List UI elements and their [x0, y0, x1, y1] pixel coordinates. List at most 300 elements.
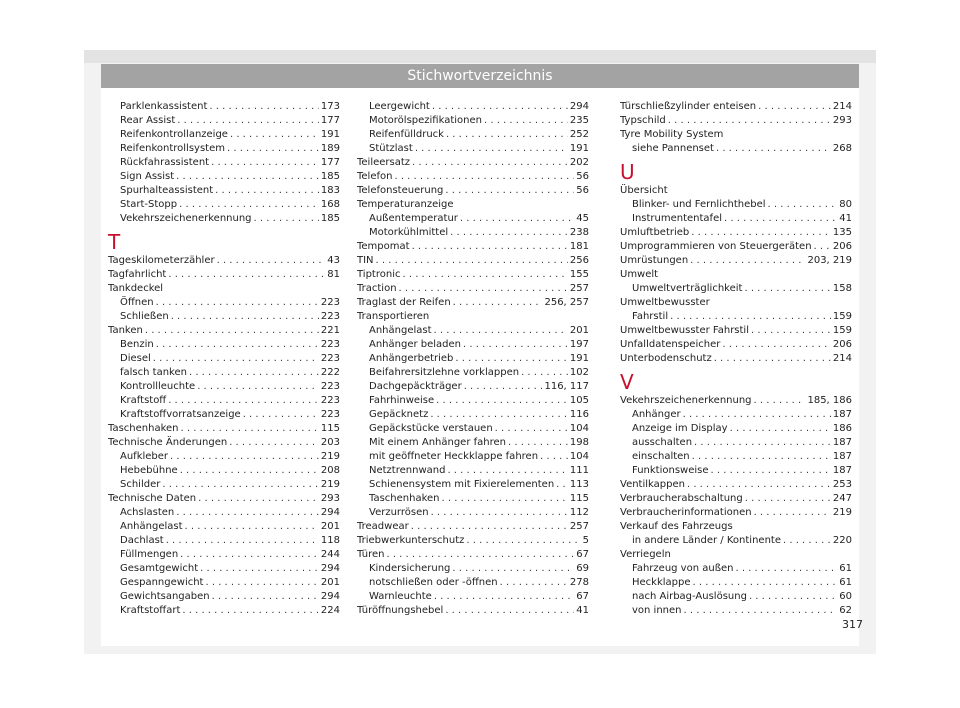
dot-leader	[182, 604, 319, 618]
index-entry-page: 206	[832, 339, 852, 350]
index-entry-term: Tyre Mobility System	[620, 129, 724, 140]
index-entry-page: 201	[569, 325, 589, 336]
index-entry-page: 252	[569, 129, 589, 140]
dot-leader	[453, 296, 543, 310]
index-entry-term: notschließen oder -öffnen	[369, 577, 498, 588]
index-entry-page: 221	[320, 325, 340, 336]
index-entry-page: 201	[320, 521, 340, 532]
index-entry-page: 268	[832, 143, 852, 154]
dot-leader	[412, 156, 568, 170]
index-entry	[357, 324, 589, 338]
index-entry-term: Ventilkappen	[620, 479, 685, 490]
dot-leader	[189, 366, 319, 380]
index-entry	[357, 548, 589, 562]
index-entry	[108, 296, 340, 310]
index-entry-page: 41	[576, 605, 589, 616]
index-entry-term: Gewichtsangaben	[120, 591, 210, 602]
dot-leader	[432, 100, 568, 114]
index-entry	[357, 254, 589, 268]
dot-leader	[691, 226, 831, 240]
index-entry	[620, 100, 852, 114]
index-entry-page: 278	[569, 577, 589, 588]
index-entry-term: Türschließzylinder enteisen	[620, 101, 757, 112]
dot-leader	[450, 226, 568, 240]
index-entry-term: ausschalten	[632, 437, 693, 448]
index-entry	[108, 268, 340, 282]
dot-leader	[556, 478, 568, 492]
index-entry-page: 223	[320, 395, 340, 406]
dot-leader	[783, 534, 831, 548]
index-entry-page: 104	[569, 451, 589, 462]
index-entry	[108, 534, 340, 548]
index-entry-page: 185, 186	[807, 395, 852, 406]
dot-leader	[722, 338, 831, 352]
dot-leader	[495, 422, 568, 436]
index-entry-page: 294	[320, 507, 340, 518]
index-entry	[108, 170, 340, 184]
dot-leader	[215, 184, 319, 198]
index-entry	[357, 576, 589, 590]
index-entry-term: Kraftstoffvorratsanzeige	[120, 409, 241, 420]
index-entry-term: Spurhalteassistent	[120, 185, 214, 196]
index-entry	[357, 170, 589, 184]
index-entry	[357, 128, 589, 142]
index-entry-term: Umweltbewusster	[620, 297, 710, 308]
index-group-heading	[357, 198, 589, 212]
index-entry-page: 198	[569, 437, 589, 448]
index-entry-term: Verzurrösen	[369, 507, 429, 518]
index-entry-page: 191	[569, 143, 589, 154]
index-entry	[620, 478, 852, 492]
index-entry-term: Vekehrszeichenerkennung	[120, 213, 252, 224]
index-entry	[108, 142, 340, 156]
index-entry-page: 159	[832, 311, 852, 322]
index-entry	[620, 142, 852, 156]
index-entry-term: Verbraucherabschaltung	[620, 493, 743, 504]
index-entry	[620, 576, 852, 590]
index-entry-term: Kraftstoffart	[120, 605, 181, 616]
dot-leader	[714, 352, 831, 366]
index-entry-term: von innen	[632, 605, 682, 616]
index-entry-term: Tempomat	[357, 241, 410, 252]
dot-leader	[768, 198, 838, 212]
index-entry-term: Tiptronic	[357, 269, 401, 280]
index-entry	[108, 338, 340, 352]
index-entry-term: einschalten	[632, 451, 690, 462]
index-entry-term: Beifahrersitzlehne vorklappen	[369, 367, 520, 378]
dot-leader	[430, 408, 568, 422]
index-letter-heading: T	[108, 230, 121, 254]
index-entry-page: 118	[320, 535, 340, 546]
index-entry	[620, 310, 852, 324]
index-entry	[620, 226, 852, 240]
index-entry-term: Hebebühne	[120, 465, 178, 476]
index-entry	[357, 282, 589, 296]
dot-leader	[540, 450, 568, 464]
index-entry	[108, 198, 340, 212]
index-entry-page: 256, 257	[544, 297, 589, 308]
index-entry	[357, 366, 589, 380]
index-group-heading	[620, 184, 852, 198]
index-entry-page: 294	[320, 563, 340, 574]
index-entry-term: Unfalldatenspeicher	[620, 339, 721, 350]
index-entry-page: 293	[832, 115, 852, 126]
dot-leader	[399, 282, 568, 296]
dot-leader	[744, 282, 830, 296]
dot-leader	[434, 324, 568, 338]
index-entry-term: Reifenfülldruck	[369, 129, 444, 140]
index-entry-term: Dachlast	[120, 535, 164, 546]
index-entry-term: Verbraucherinformationen	[620, 507, 752, 518]
dot-leader	[171, 310, 319, 324]
index-group-heading	[620, 268, 852, 282]
dot-leader	[442, 492, 568, 506]
dot-leader	[735, 562, 837, 576]
index-entry	[620, 212, 852, 226]
index-entry-page: 187	[832, 451, 852, 462]
index-entry	[357, 534, 589, 548]
index-entry-term: Gesamtgewicht	[120, 563, 199, 574]
index-entry	[357, 450, 589, 464]
index-entry-term: Motorölspezifikationen	[369, 115, 482, 126]
dot-leader	[521, 366, 568, 380]
index-entry-term: Füllmengen	[120, 549, 179, 560]
index-entry	[108, 380, 340, 394]
index-entry-page: 206	[832, 241, 852, 252]
dot-leader	[145, 324, 319, 338]
index-column-2	[357, 100, 589, 618]
dot-leader	[205, 576, 318, 590]
index-entry-term: Rückfahrassistent	[120, 157, 210, 168]
index-entry-page: 61	[839, 563, 852, 574]
dot-leader	[254, 212, 319, 226]
index-entry	[620, 240, 852, 254]
index-entry	[108, 114, 340, 128]
index-entry-term: Tankdeckel	[108, 283, 164, 294]
index-entry	[620, 562, 852, 576]
index-entry	[620, 492, 852, 506]
dot-leader	[411, 520, 568, 534]
index-entry-page: 112	[569, 507, 589, 518]
dot-leader	[168, 394, 319, 408]
index-entry	[357, 422, 589, 436]
index-entry-page: 111	[569, 465, 589, 476]
dot-leader	[692, 450, 831, 464]
index-entry	[357, 268, 589, 282]
dot-leader	[716, 142, 831, 156]
index-entry	[357, 240, 589, 254]
index-group-heading	[108, 282, 340, 296]
index-entry	[357, 156, 589, 170]
index-entry-term: Tagfahrlicht	[108, 269, 167, 280]
index-entry-page: 294	[320, 591, 340, 602]
index-entry	[108, 562, 340, 576]
index-entry-term: Warnleuchte	[369, 591, 432, 602]
index-entry	[108, 184, 340, 198]
index-entry	[108, 464, 340, 478]
index-entry-page: 293	[320, 493, 340, 504]
index-entry-page: 253	[832, 479, 852, 490]
index-entry-term: Taschenhaken	[369, 493, 440, 504]
index-entry-term: Gepäckstücke verstauen	[369, 423, 493, 434]
dot-leader	[412, 240, 568, 254]
dot-leader	[445, 184, 574, 198]
index-entry-page: 67	[576, 549, 589, 560]
index-entry-term: Blinker- und Fernlichthebel	[632, 199, 766, 210]
index-entry	[108, 520, 340, 534]
index-entry-term: Start-Stopp	[120, 199, 178, 210]
dot-leader	[466, 534, 580, 548]
dot-leader	[758, 100, 831, 114]
index-column-3	[620, 100, 852, 618]
index-entry-term: Tageskilometerzähler	[108, 255, 215, 266]
index-entry-page: 56	[576, 185, 589, 196]
dot-leader	[447, 464, 567, 478]
dot-leader	[436, 394, 568, 408]
index-entry	[620, 422, 852, 436]
index-group-heading	[357, 310, 589, 324]
index-entry-term: Technische Daten	[108, 493, 197, 504]
index-entry-term: Umluftbetrieb	[620, 227, 690, 238]
index-entry	[357, 464, 589, 478]
dot-leader	[460, 212, 574, 226]
dot-leader	[445, 604, 574, 618]
index-entry-page: 116, 117	[544, 381, 589, 392]
index-entry-page: 247	[832, 493, 852, 504]
dot-leader	[693, 576, 838, 590]
dot-leader	[168, 268, 325, 282]
index-entry-term: Schließen	[120, 311, 169, 322]
index-entry-term: Umrüstungen	[620, 255, 689, 266]
index-entry-term: Telefonsteuerung	[357, 185, 444, 196]
index-entry-term: Stützlast	[369, 143, 413, 154]
dot-leader	[179, 198, 319, 212]
dot-leader	[431, 506, 568, 520]
dot-leader	[724, 212, 837, 226]
index-entry-page: 80	[839, 199, 852, 210]
index-entry	[108, 254, 340, 268]
index-entry	[108, 590, 340, 604]
index-entry-term: Temperaturanzeige	[357, 199, 454, 210]
index-entry-page: 191	[569, 353, 589, 364]
index-entry-page: 257	[569, 283, 589, 294]
index-entry-term: Umwelt	[620, 269, 659, 280]
index-entry-term: Umprogrammieren von Steuergeräten	[620, 241, 812, 252]
index-entry-term: in andere Länder / Kontinente	[632, 535, 781, 546]
index-entry-page: 238	[569, 227, 589, 238]
index-entry-term: Netztrennwand	[369, 465, 446, 476]
dot-leader	[455, 352, 568, 366]
index-entry-page: 257	[569, 521, 589, 532]
index-entry-term: nach Airbag-Auslösung	[632, 591, 747, 602]
dot-leader	[814, 240, 831, 254]
index-entry	[620, 436, 852, 450]
section-header: Stichwortverzeichnis	[101, 64, 859, 88]
index-entry	[620, 254, 852, 268]
index-entry-term: Telefon	[357, 171, 393, 182]
dot-leader	[386, 548, 574, 562]
index-entry-term: Mit einem Anhänger fahren	[369, 437, 506, 448]
dot-leader	[209, 100, 319, 114]
index-entry-page: 43	[327, 255, 340, 266]
index-entry-term: Treadwear	[357, 521, 409, 532]
index-entry-term: Umweltbewusster Fahrstil	[620, 325, 749, 336]
index-entry-page: 67	[576, 591, 589, 602]
dot-leader	[687, 478, 831, 492]
dot-leader	[153, 352, 319, 366]
index-entry-term: Technische Änderungen	[108, 437, 228, 448]
dot-leader	[754, 394, 806, 408]
index-entry-page: 223	[320, 297, 340, 308]
dot-leader	[217, 254, 326, 268]
index-entry-page: 105	[569, 395, 589, 406]
index-entry-page: 113	[569, 479, 589, 490]
index-entry-page: 177	[320, 115, 340, 126]
index-entry	[620, 394, 852, 408]
index-entry-term: Schilder	[120, 479, 161, 490]
index-entry	[620, 604, 852, 618]
index-entry-term: Reifenkontrollsystem	[120, 143, 225, 154]
index-entry	[108, 212, 340, 226]
dot-leader	[177, 114, 319, 128]
index-entry	[620, 282, 852, 296]
index-entry-page: 41	[839, 213, 852, 224]
dot-leader	[670, 310, 831, 324]
index-entry-page: 223	[320, 381, 340, 392]
index-entry-page: 219	[832, 507, 852, 518]
index-entry-term: Rear Assist	[120, 115, 176, 126]
dot-leader	[180, 548, 319, 562]
index-entry-term: Kraftstoff	[120, 395, 167, 406]
index-entry-term: Umweltverträglichkeit	[632, 283, 743, 294]
index-entry-page: 56	[576, 171, 589, 182]
dot-leader	[376, 254, 568, 268]
dot-leader	[464, 380, 543, 394]
dot-leader	[212, 590, 319, 604]
index-entry	[357, 296, 589, 310]
index-entry-page: 222	[320, 367, 340, 378]
dot-leader	[446, 128, 568, 142]
index-entry	[357, 492, 589, 506]
index-entry-page: 203, 219	[807, 255, 852, 266]
index-entry-page: 104	[569, 423, 589, 434]
index-entry	[620, 590, 852, 604]
index-entry-page: 185	[320, 213, 340, 224]
index-entry-page: 214	[832, 353, 852, 364]
index-entry	[357, 436, 589, 450]
index-letter-heading: V	[620, 370, 634, 394]
index-entry	[108, 352, 340, 366]
index-entry	[620, 506, 852, 520]
index-entry-term: Tanken	[108, 325, 143, 336]
index-entry-page: 214	[832, 101, 852, 112]
index-entry	[357, 226, 589, 240]
dot-leader	[176, 506, 319, 520]
index-entry-term: Übersicht	[620, 185, 668, 196]
index-entry-term: Leergewicht	[369, 101, 430, 112]
index-entry-term: Reifenkontrollanzeige	[120, 129, 228, 140]
page-number: 317	[842, 618, 863, 631]
index-entry-page: 202	[569, 157, 589, 168]
index-entry-term: Parklenkassistent	[120, 101, 208, 112]
dot-leader	[230, 128, 319, 142]
dot-leader	[711, 464, 831, 478]
index-entry	[108, 478, 340, 492]
index-entry-page: 102	[569, 367, 589, 378]
index-entry	[620, 450, 852, 464]
index-entry-page: 189	[320, 143, 340, 154]
index-entry-page: 187	[832, 465, 852, 476]
index-entry-page: 183	[320, 185, 340, 196]
index-entry-page: 115	[569, 493, 589, 504]
index-entry-term: Anzeige im Display	[632, 423, 728, 434]
index-entry-term: Anhängelast	[369, 325, 432, 336]
dot-leader	[684, 604, 838, 618]
index-entry-page: 177	[320, 157, 340, 168]
dot-leader	[181, 422, 319, 436]
index-entry	[357, 212, 589, 226]
dot-leader	[415, 142, 568, 156]
index-entry	[108, 366, 340, 380]
index-entry-page: 69	[576, 563, 589, 574]
dot-leader	[749, 590, 837, 604]
index-entry-term: Gespanngewicht	[120, 577, 204, 588]
dot-leader	[229, 436, 319, 450]
index-entry-term: Kindersicherung	[369, 563, 451, 574]
dot-leader	[394, 170, 574, 184]
dot-leader	[668, 114, 831, 128]
index-entry-term: Öffnen	[120, 297, 154, 308]
index-entry-page: 45	[576, 213, 589, 224]
index-entry-term: Anhänger beladen	[369, 339, 462, 350]
index-entry-term: Türöffnungshebel	[357, 605, 444, 616]
index-entry-page: 197	[569, 339, 589, 350]
index-entry-page: 244	[320, 549, 340, 560]
dot-leader	[180, 464, 319, 478]
index-entry-page: 181	[569, 241, 589, 252]
index-entry-term: Vekehrszeichenerkennung	[620, 395, 752, 406]
index-group-heading	[620, 548, 852, 562]
dot-leader	[694, 436, 831, 450]
index-entry-page: 235	[569, 115, 589, 126]
index-entry	[108, 394, 340, 408]
index-entry-term: Türen	[357, 549, 385, 560]
dot-leader	[730, 422, 831, 436]
index-entry-term: falsch tanken	[120, 367, 187, 378]
index-entry	[357, 562, 589, 576]
index-entry-term: Transportieren	[357, 311, 430, 322]
index-entry	[357, 352, 589, 366]
index-entry-term: Achslasten	[120, 507, 175, 518]
index-entry-page: 224	[320, 605, 340, 616]
index-column-1	[108, 100, 340, 618]
index-entry-term: Unterbodenschutz	[620, 353, 712, 364]
index-entry-term: Anhängelast	[120, 521, 183, 532]
index-entry-page: 155	[569, 269, 589, 280]
index-entry	[108, 604, 340, 618]
index-entry-term: Gepäcknetz	[369, 409, 429, 420]
index-entry-term: Dachgepäckträger	[369, 381, 462, 392]
index-entry	[357, 380, 589, 394]
index-group-heading	[620, 128, 852, 142]
index-entry-term: Benzin	[120, 339, 154, 350]
dot-leader	[197, 380, 319, 394]
dot-leader	[434, 590, 574, 604]
dot-leader	[500, 576, 568, 590]
index-entry	[357, 394, 589, 408]
index-entry	[620, 198, 852, 212]
index-entry-term: Fahrzeug von außen	[632, 563, 734, 574]
